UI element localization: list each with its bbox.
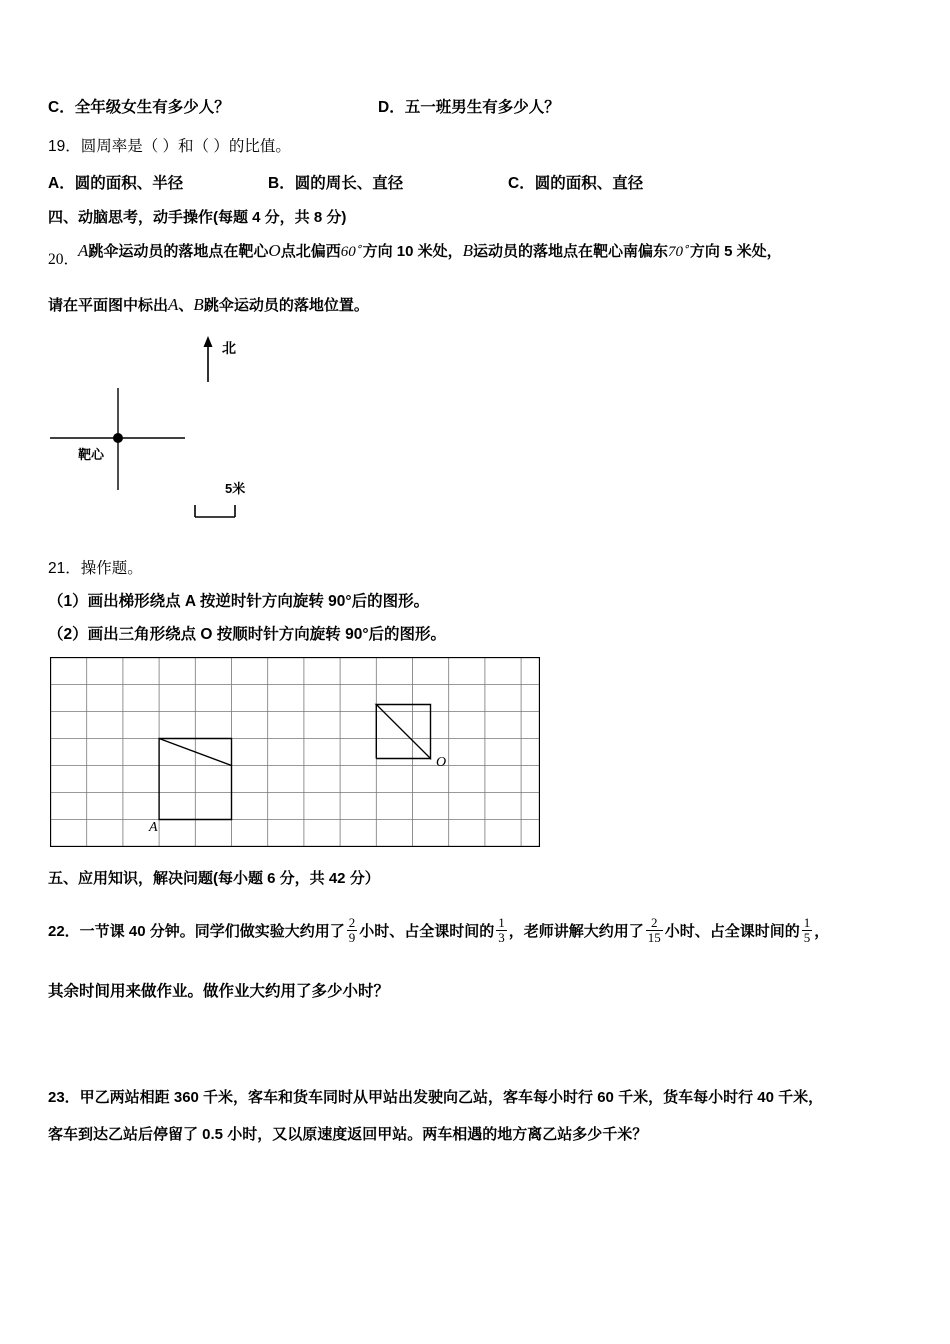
- section-heading-5: 五、应用知识，解决问题(每小题 6 分，共 42 分）: [48, 870, 380, 887]
- q20-part1: 跳伞运动员的落地点在靶心: [88, 243, 269, 260]
- degree-symbol-60: ∘: [355, 240, 363, 253]
- fraction-numerator: 2: [651, 915, 658, 930]
- grid-label-O: O: [436, 755, 447, 770]
- compass-figure: [40, 330, 320, 530]
- q22-a: 22．一节课 40 分钟。同学们做实验大约用了: [48, 922, 345, 940]
- q20-part5: 方向 5 米处，: [689, 243, 782, 260]
- compass-scale-label: 5米: [225, 481, 246, 496]
- q22-e: ，: [814, 922, 830, 940]
- grid-label-A: A: [149, 820, 158, 835]
- q22-b: 小时、占全课时间的: [359, 922, 495, 940]
- fraction-numerator: 1: [803, 915, 811, 930]
- degree-symbol-70: ∘: [683, 240, 690, 253]
- question-21: 21．操作题。: [48, 560, 143, 577]
- label-B-1: B: [462, 241, 474, 260]
- fraction-1-5: [802, 916, 813, 944]
- compass-svg: [40, 330, 320, 530]
- q20-line2-c: 跳伞运动员的落地位置。: [203, 297, 369, 314]
- fraction-2-15: [646, 916, 663, 944]
- question-21-part2: （2）画出三角形绕点 O 按顺时针方向旋转 90°后的图形。: [48, 626, 447, 643]
- fraction-denominator: 3: [498, 929, 505, 945]
- question-19-option-b: B．圆的周长、直径: [268, 175, 404, 192]
- q20-deg60: 60: [340, 244, 356, 260]
- fraction-numerator: 2: [348, 915, 356, 930]
- choice-c: C．全年级女生有多少人？: [48, 99, 230, 116]
- question-20-number: 20．: [48, 251, 80, 268]
- fraction-1-3: [496, 916, 507, 944]
- q20-part3: 方向 10 米处，: [362, 243, 463, 260]
- question-22-line1: [48, 916, 829, 944]
- choice-d: D．五一班男生有多少人？: [378, 99, 560, 116]
- q22-d: 小时、占全课时间的: [664, 922, 800, 940]
- question-19: 19．圆周率是（ ）和（ ）的比值。: [48, 138, 291, 155]
- q20-line2-a: 请在平面图中标出: [48, 297, 169, 314]
- q20-line2-b: 、: [178, 297, 194, 314]
- label-O-1: O: [268, 241, 281, 260]
- fraction-denominator: 15: [647, 929, 661, 945]
- fraction-2-9: [347, 916, 358, 944]
- compass-center-label: 靶心: [78, 447, 105, 462]
- q22-c: ，老师讲解大约用了: [508, 922, 644, 940]
- question-23-line2: 客车到达乙站后停留了 0.5 小时，又以原速度返回甲站。两车相遇的地方离乙站多少千米？: [48, 1126, 648, 1143]
- label-B-2: B: [193, 295, 204, 314]
- label-A-1: A: [78, 241, 89, 260]
- label-A-2: A: [168, 295, 179, 314]
- question-22-line2: 其余时间用来做作业。做作业大约用了多少小时？: [48, 983, 390, 1000]
- question-20-text-line2: [48, 292, 369, 318]
- question-19-option-c: C．圆的面积、直径: [508, 175, 644, 192]
- q20-deg70: 70: [668, 244, 684, 260]
- fraction-numerator: 1: [498, 915, 505, 930]
- q20-part2: 点北偏西: [280, 243, 341, 260]
- grid-figure: [50, 657, 540, 847]
- q20-part4: 运动员的落地点在靶心南偏东: [473, 243, 669, 260]
- compass-north-label: 北: [222, 340, 236, 356]
- question-23-line1: 23．甲乙两站相距 360 千米，客车和货车同时从甲站出发驶向乙站，客车每小时行 60 千米，货车每小时行 40 千米，: [48, 1089, 824, 1106]
- grid-svg: [50, 657, 540, 847]
- question-20-text-line1: [78, 238, 782, 264]
- fraction-denominator: 9: [348, 929, 356, 945]
- fraction-denominator: 5: [803, 929, 811, 945]
- question-21-part1: （1）画出梯形绕点 A 按逆时针方向旋转 90°后的图形。: [48, 593, 430, 610]
- question-19-option-a: A．圆的面积、半径: [48, 175, 184, 192]
- section-heading-4: 四、动脑思考，动手操作(每题 4 分，共 8 分): [48, 209, 347, 226]
